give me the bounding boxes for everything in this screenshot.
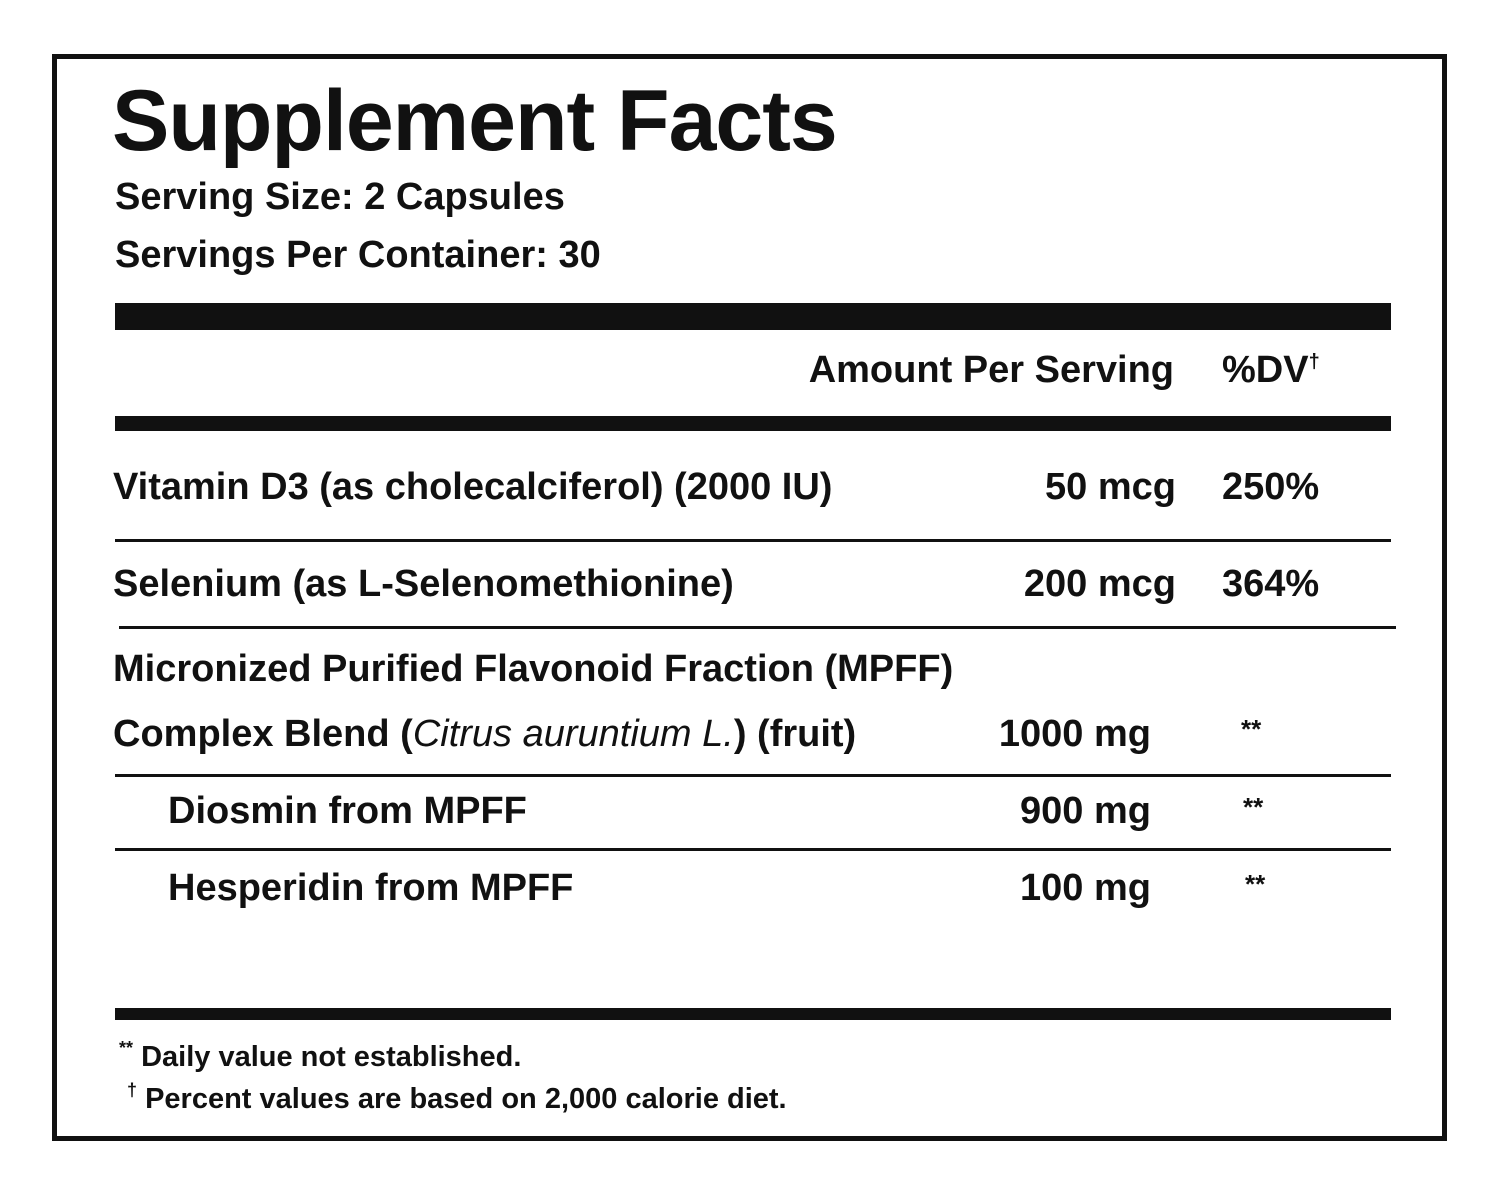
header-amount-per-serving: Amount Per Serving [808,349,1174,391]
nutrient-amount-selenium: 200 mcg [1023,563,1176,605]
footnote-daily-value-text: Daily value not established. [141,1041,522,1073]
label-title: Supplement Facts [112,73,837,169]
nutrient-name-vitamin-d3: Vitamin D3 (as cholecalciferol) (2000 IU) [113,466,833,508]
blend-prefix: Complex Blend ( [113,713,413,755]
blend-species: Citrus auruntium L. [412,713,734,755]
footnote-percent-values [127,1080,787,1116]
sub-ingredient-name-hesperidin: Hesperidin from MPFF [168,867,574,909]
header-dv [1222,349,1320,392]
blend-name-line2 [113,713,856,756]
serving-size: Serving Size: 2 Capsules [115,176,565,218]
nutrient-name-selenium: Selenium (as L-Selenomethionine) [113,563,734,605]
bottom-divider [115,1008,1391,1020]
header-dv-label: %DV [1222,349,1309,391]
nutrient-dv-selenium: 364% [1222,563,1320,605]
blend-name-line1: Micronized Purified Flavonoid Fraction (MPFF) [113,648,954,690]
row-divider [115,848,1391,851]
footnote-daily-value [119,1038,521,1074]
blend-suffix: ) (fruit) [733,713,857,755]
row-divider [119,626,1396,629]
sub-ingredient-amount-hesperidin: 100 mg [1020,867,1151,909]
nutrient-dv-vitamin-d3: 250% [1222,466,1320,508]
thick-divider [115,303,1391,330]
row-divider [115,539,1391,542]
nutrient-amount-vitamin-d3: 50 mcg [1045,466,1176,508]
sub-ingredient-dv-hesperidin: ** [1245,869,1266,899]
footnote-dagger-mark: † [127,1080,138,1100]
footnote-stars-mark: ** [119,1038,134,1058]
footnote-percent-values-text: Percent values are based on 2,000 calorie diet. [145,1083,787,1115]
dagger-mark: † [1308,351,1320,373]
medium-divider [115,416,1391,431]
sub-ingredient-name-diosmin: Diosmin from MPFF [168,790,527,832]
sub-ingredient-dv-diosmin: ** [1243,792,1264,822]
row-divider [115,774,1391,777]
blend-dv: ** [1241,714,1262,744]
servings-per-container: Servings Per Container: 30 [115,234,601,276]
blend-amount: 1000 mg [998,713,1151,755]
sub-ingredient-amount-diosmin: 900 mg [1020,790,1151,832]
